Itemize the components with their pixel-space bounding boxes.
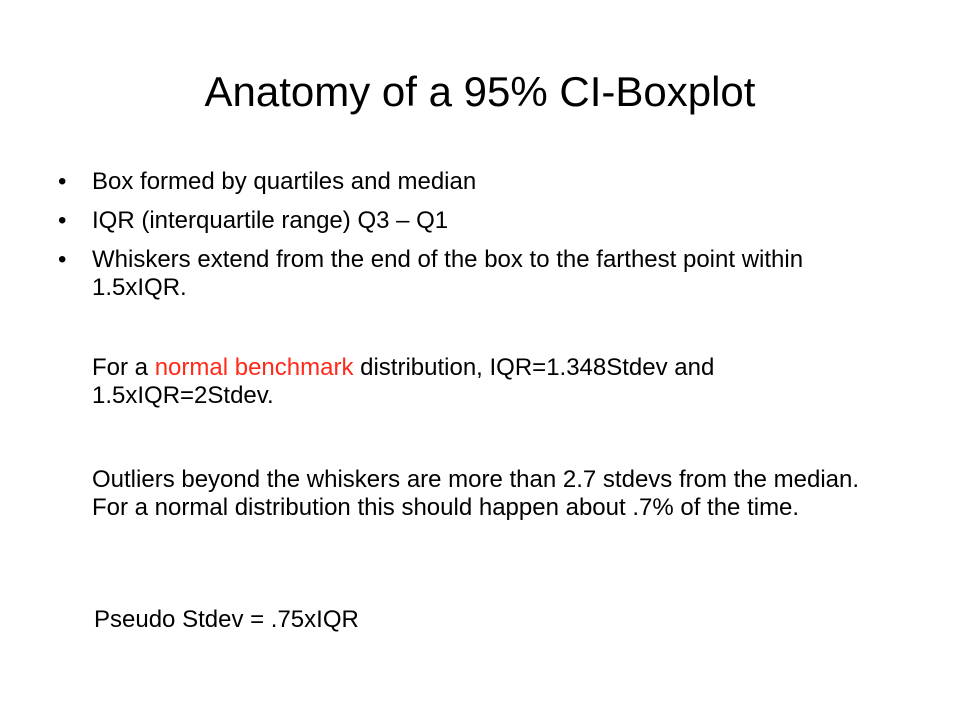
slide-title: Anatomy of a 95% CI-Boxplot (204, 68, 756, 115)
para1-before: For a (92, 354, 155, 381)
highlighted-phrase: normal benchmark (154, 354, 354, 381)
bullet-item-box-formed (58, 168, 898, 196)
bullet-item-whiskers (58, 246, 898, 302)
para1-after: distribution, IQR=1.348Stdev and 1.5xIQR=2Stdev. (92, 354, 715, 409)
bullet-glyph: • (58, 207, 67, 234)
paragraph-normal-benchmark (92, 354, 892, 410)
paragraph-pseudo-stdev: Pseudo Stdev = .75xIQR (94, 606, 359, 633)
bullet-text: Whiskers extend from the end of the box to the farthest point within 1.5xIQR. (92, 246, 804, 301)
bullet-text: IQR (interquartile range) Q3 – Q1 (92, 207, 449, 234)
bullet-glyph: • (58, 168, 67, 195)
paragraph-outliers: Outliers beyond the whiskers are more than 2.7 stdevs from the median. For a normal distribution this should happen about .7% of the time. (92, 466, 860, 521)
bullet-item-iqr (58, 207, 898, 235)
bullet-text: Box formed by quartiles and median (92, 168, 477, 195)
bullet-glyph: • (58, 246, 67, 273)
bullet-list (58, 168, 898, 313)
